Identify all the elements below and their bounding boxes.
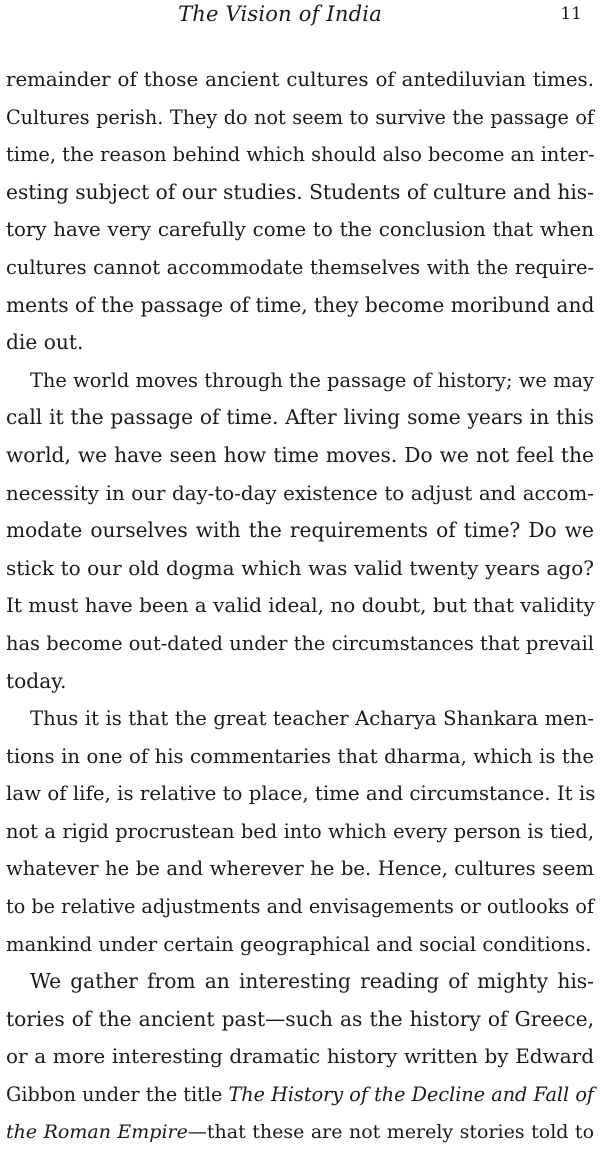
book-title-italic: The History of the Decline and Fall of	[228, 1083, 594, 1107]
text-line: today.	[6, 668, 67, 693]
text-line: world, we have seen how time moves. Do we not feel the	[6, 442, 594, 467]
text-line: tories of the ancient past—such as the history of Greece,	[6, 1006, 594, 1031]
text-line: esting subject of our studies. Students of culture and his-	[6, 179, 594, 204]
text-line: remainder of those ancient cultures of antediluvian times.	[6, 68, 594, 91]
text-line: tions in one of his commentaries that dharma, which is the	[6, 744, 594, 768]
text-line: not a rigid procrustean bed into which every person is tied,	[6, 819, 594, 843]
text-line: Thus it is that the great teacher Acharya Shankara men-	[30, 707, 594, 731]
text-line: Cultures perish. They do not seem to survive the passage of	[6, 105, 594, 129]
paragraph-4	[6, 963, 594, 1151]
paragraph-2	[6, 362, 594, 700]
book-title-italic: the Roman Empire	[6, 1120, 188, 1143]
text-line: to be relative adjustments and envisagements or outlooks of	[6, 895, 594, 919]
text-line: cultures cannot accommodate themselves with the require-	[6, 255, 594, 279]
page-header	[0, 2, 600, 32]
text-run: Gibbon under the title	[6, 1083, 229, 1107]
text-line: has become out-dated under the circumstances that prevail	[6, 631, 594, 655]
text-line: stick to our old dogma which was valid twenty years ago?	[6, 555, 594, 580]
text-line: die out.	[6, 330, 84, 355]
text-run: —that these are not merely stories told to	[187, 1120, 595, 1143]
text-line: It must have been a valid ideal, no doubt, but that validity	[6, 593, 595, 618]
text-line: or a more interesting dramatic history written by Edward	[6, 1044, 594, 1069]
text-line: necessity in our day-to-day existence to adjust and accom-	[6, 481, 594, 505]
paragraph-3	[6, 700, 594, 963]
text-line	[6, 1076, 594, 1114]
text-line: tory have very carefully come to the conclusion that when	[6, 218, 594, 242]
text-line: ments of the passage of time, they become moribund and	[6, 292, 595, 317]
text-line: time, the reason behind which should also become an inter-	[6, 143, 595, 167]
text-line: modate ourselves with the requirements of time? Do we	[6, 518, 594, 543]
text-line: whatever he be and wherever he be. Hence, cultures seem	[6, 857, 594, 881]
page-number: 11	[560, 4, 582, 24]
text-line: mankind under certain geographical and social conditions.	[6, 932, 592, 956]
running-title: The Vision of India	[178, 2, 382, 26]
text-line: We gather from an interesting reading of mighty his-	[30, 969, 594, 994]
text-line: call it the passage of time. After living some years in this	[6, 405, 594, 430]
text-line	[6, 1114, 594, 1151]
text-line: law of life, is relative to place, time and circumstance. It is	[6, 782, 596, 806]
paragraph-1	[6, 61, 594, 362]
body-text	[6, 61, 594, 1151]
text-line: The world moves through the passage of history; we may	[30, 368, 594, 392]
